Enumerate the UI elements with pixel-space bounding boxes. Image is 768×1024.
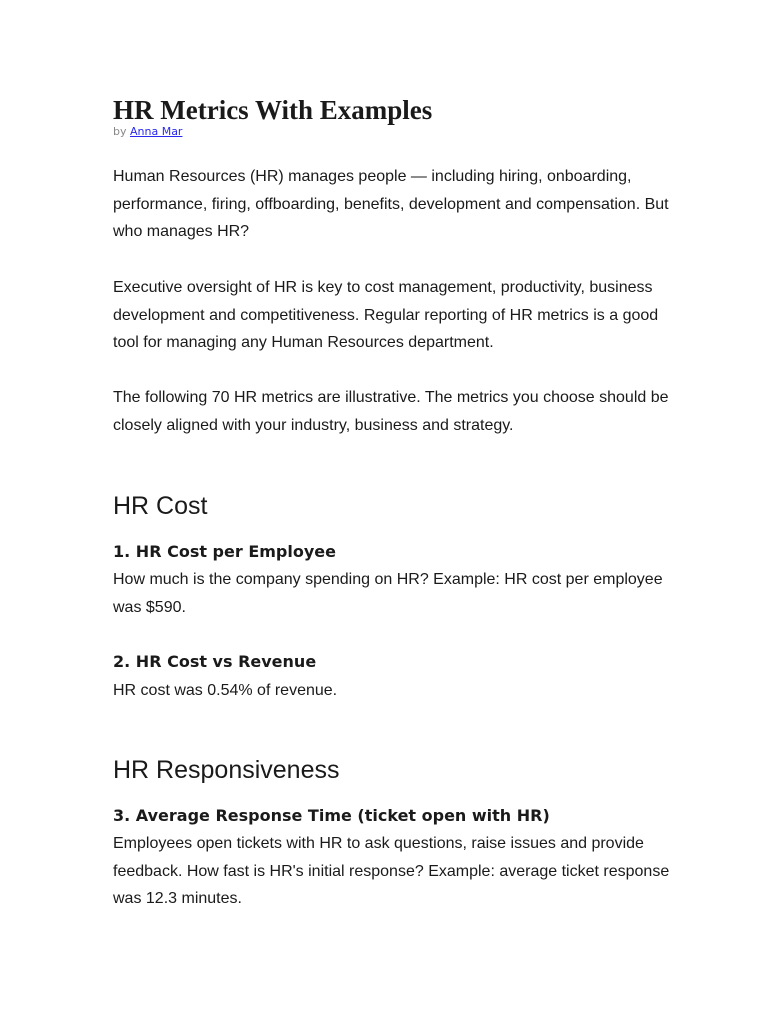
metric-heading — [113, 652, 316, 672]
author-link[interactable]: Anna Mar — [130, 125, 183, 138]
intro-paragraph-2: Executive oversight of HR is key to cost management, productivity, business development and competitiveness. Regular reporting of HR metrics is a good tool for managing any Human Resources department. — [113, 279, 659, 351]
byline — [113, 125, 182, 139]
section-heading-hr-cost: HR Cost — [113, 492, 208, 520]
section-heading-hr-responsiveness: HR Responsiveness — [113, 756, 340, 784]
metric-description: Employees open tickets with HR to ask questions, raise issues and provide feedback. How fast is HR's initial response? Example: average ticket response was 12.3 minutes. — [113, 835, 670, 907]
metric-heading — [113, 542, 336, 562]
metric-title: HR Cost per Employee — [135, 542, 336, 561]
metric-number: 1. — [113, 542, 131, 561]
article-title: HR Metrics With Examples — [113, 95, 433, 125]
intro-paragraph-1: Human Resources (HR) manages people — including hiring, onboarding, performance, firing, offboarding, benefits, development and compensation. But who manages HR? — [113, 168, 669, 240]
metric-description: HR cost was 0.54% of revenue. — [113, 682, 338, 699]
metric-title: HR Cost vs Revenue — [135, 652, 317, 671]
metric-description: How much is the company spending on HR? Example: HR cost per employee was $590. — [113, 571, 663, 616]
metric-title: Average Response Time (ticket open with HR) — [135, 806, 550, 825]
byline-prefix: by — [113, 125, 127, 138]
intro-paragraph-3: The following 70 HR metrics are illustrative. The metrics you choose should be closely aligned with your industry, business and strategy. — [113, 389, 669, 434]
metric-number: 3. — [113, 806, 131, 825]
metric-heading — [113, 806, 550, 826]
metric-number: 2. — [113, 652, 131, 671]
